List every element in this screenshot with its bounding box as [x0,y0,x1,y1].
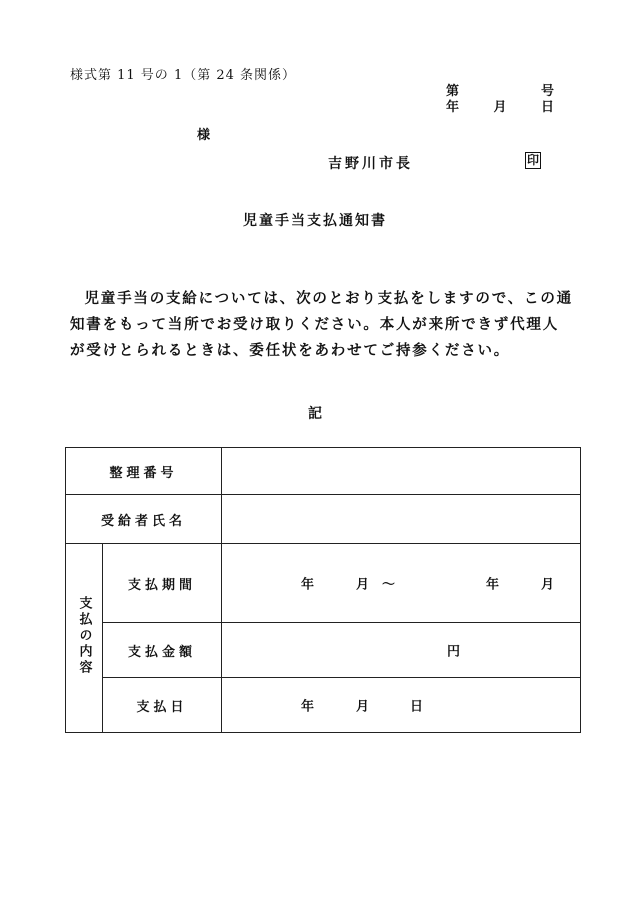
period-label: 支払期間 [103,544,222,623]
payment-day-unit: 日 [410,699,424,715]
payment-date-value [222,678,581,733]
payment-group-label-cell [66,544,103,733]
document-title: 児童手当支払通知書 [243,213,387,229]
period-end-month-unit: 月 [541,577,555,593]
number-suffix: 号 [540,84,554,99]
seal-mark: 印 [527,153,540,167]
issue-date [446,96,554,115]
notice-paragraph: 児童手当の支給については、次のとおり支払をしますので、この通知書をもって当所でお受け取りください。本人が来所できず代理人が受けとられるときは、委任状をあわせてご持参ください。 [70,290,573,359]
payment-year-unit: 年 [301,699,315,715]
issue-year-label: 年 [446,100,460,115]
addressee-honorific: 様 [197,128,211,143]
table-row [66,495,581,544]
issuer-mayor: 吉野川市長 [328,156,413,172]
reference-no-label: 整理番号 [66,448,222,495]
period-value [222,544,581,623]
table-row [66,678,581,733]
period-tilde: ～ [382,577,396,593]
issue-month-label: 月 [493,100,507,115]
ki-heading: 記 [308,406,322,422]
yen-unit: 円 [447,644,461,660]
payment-date-label: 支払日 [103,678,222,733]
payment-month-unit: 月 [356,699,370,715]
amount-label: 支払金額 [103,623,222,678]
amount-value [222,623,581,678]
recipient-name-value [222,495,581,544]
reference-no-value [222,448,581,495]
table-row [66,623,581,678]
payment-details-table [65,447,581,733]
period-start-month-unit: 月 [356,577,370,593]
form-number: 様式第 11 号の 1（第 24 条関係） [70,68,297,83]
table-row [66,544,581,623]
issue-day-label: 日 [540,100,554,115]
payment-group-label: 支払の内容 [76,596,92,676]
period-end-year-unit: 年 [486,577,500,593]
number-prefix: 第 [446,84,460,99]
period-start-year-unit: 年 [301,577,315,593]
notice-body [70,286,575,364]
table-row [66,448,581,495]
recipient-name-label: 受給者氏名 [66,495,222,544]
